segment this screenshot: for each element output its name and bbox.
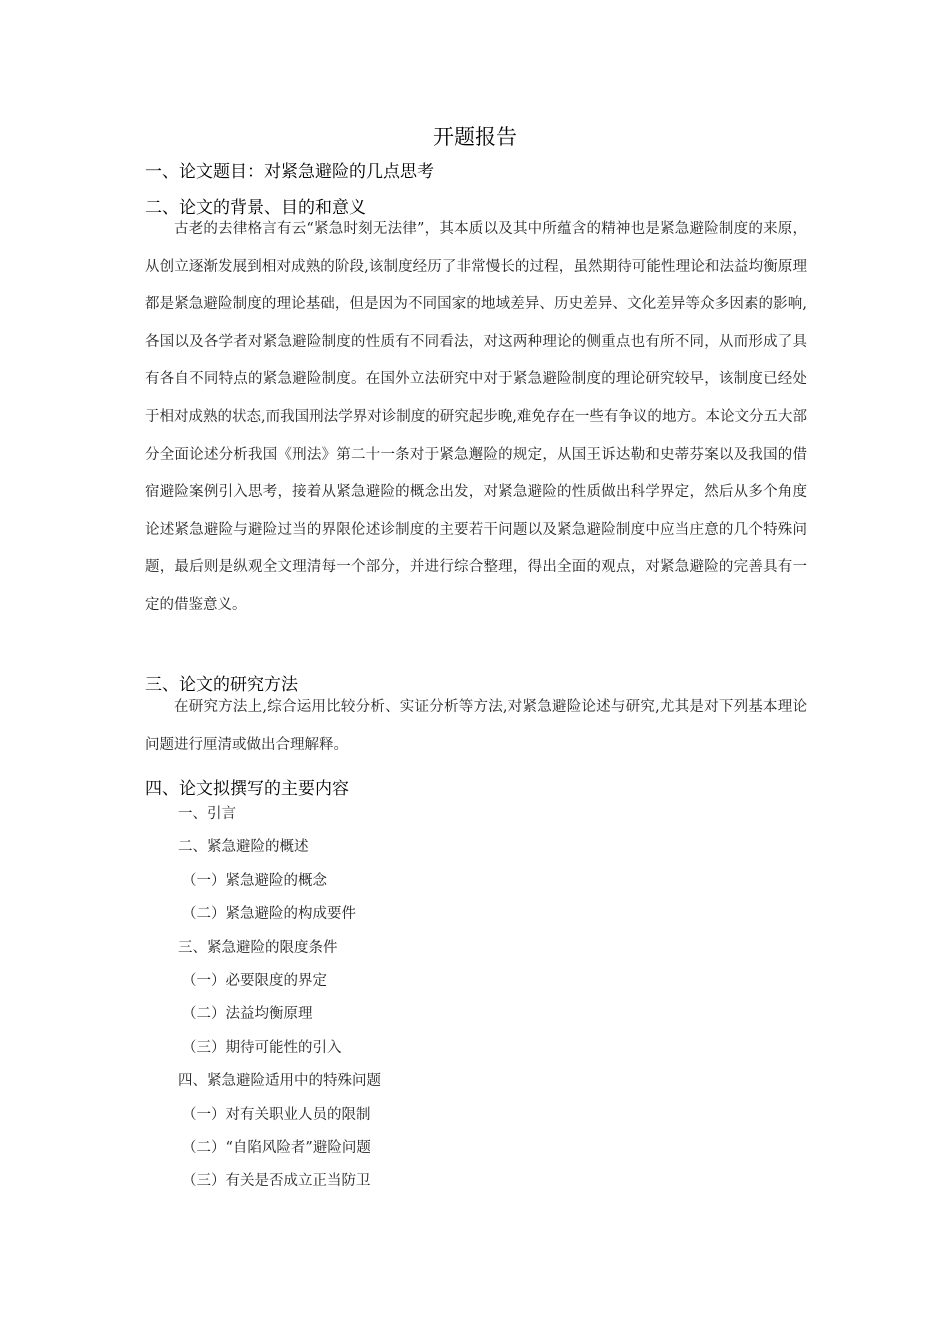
outline-item: （三）期待可能性的引入 [182, 1039, 342, 1056]
outline-item: 三、紧急避险的限度条件 [178, 939, 338, 956]
report-title: 开题报告 [433, 125, 517, 149]
outline-item: 一、引言 [178, 806, 236, 822]
content-outline [145, 802, 805, 1203]
section-3-paragraph: 在研究方法上,综合运用比较分析、实证分析等方法,对紧急避险论述与研究,尤其是对下列基本理论问题进行厘清或做出合理解释。 [145, 699, 807, 753]
outline-item: （二）法益均衡原理 [182, 1006, 313, 1023]
section-4-heading: 四、论文拟撰写的主要内容 [145, 779, 349, 799]
section-2-heading: 二、论文的背景、目的和意义 [145, 198, 366, 218]
outline-item: （一）对有关职业人员的限制 [182, 1106, 371, 1123]
section-1-heading: 一、论文题目：对紧急避险的几点思考 [145, 162, 434, 182]
outline-item: （一）必要限度的界定 [182, 972, 327, 989]
section-3-heading: 三、论文的研究方法 [145, 675, 298, 695]
outline-item: （一）紧急避险的概念 [182, 872, 327, 889]
outline-item: （二）“自陷风险者”避险问题 [182, 1139, 371, 1156]
outline-item: （二）紧急避险的构成要件 [182, 906, 356, 923]
outline-item: （三）有关是否成立正当防卫 [182, 1173, 371, 1190]
section-2-paragraph: 古老的去律格言有云“紧急时刻无法律”，其本质以及其中所蕴含的精神也是紧急避险制度的来原，从创立逐渐发展到相对成熟的阶段,该制度经历了非常慢长的过程，虽然期待可能性理论和法益均衡原理都是紧急避险制度的理论基础，但是因为不同国家的地域差异、历史差异、文化差异等众多因素的影响,各国以及各学者对紧急避险制度的性质有不同看法，对这两种理论的侧重点也有所不同，从而形成了具有各自不同特点的紧急避险制度。在国外立法研究中对于紧急避险制度的理论研究较早，该制度已经处于相对成熟的状态,而我国刑法学界对诊制度的研究起步晚,难免存在一些有争议的地方。本论文分五大部分全面论述分析我国《刑法》第二十一条对于紧急邂险的规定，从国王诉达勒和史蒂芬案以及我国的借宿避险案例引入思考，接着从紧急避险的概念出发，对紧急避险的性质做出科学界定，然后从多个角度论述紧急避险与避险过当的界限伦述诊制度的主要若干问题以及紧急避险制度中应当庄意的几个特殊问题，最后则是纵观全文理清每一个部分，并进行综合整理，得出全面的观点，对紧急避险的完善具有一定的借鉴意义。 [145, 221, 807, 613]
outline-item: 四、紧急避险适用中的特殊问题 [178, 1073, 381, 1090]
outline-item: 二、紧急避险的概述 [178, 839, 309, 856]
